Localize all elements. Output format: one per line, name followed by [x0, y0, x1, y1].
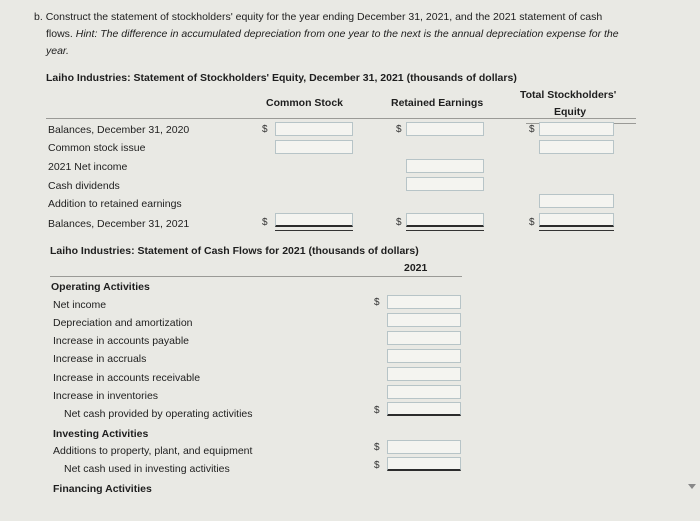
operating-activities-header: Operating Activities: [51, 281, 150, 293]
row-label-common-stock-issue: Common stock issue: [48, 142, 146, 154]
equity-header-rule: [46, 118, 636, 119]
total-addition-retained-input[interactable]: [539, 194, 614, 208]
col-retained-earnings: Retained Earnings: [391, 97, 484, 109]
cf-additions-ppe-input[interactable]: [387, 440, 461, 454]
row-label-cf-net-income: Net income: [53, 299, 107, 311]
retained-earnings-2021-input[interactable]: [406, 213, 484, 227]
row-label-accruals: Increase in accruals: [53, 353, 147, 365]
cash-flow-year-header: 2021: [404, 262, 428, 274]
net-income-retained-input[interactable]: [406, 159, 484, 173]
row-label-inventories: Increase in inventories: [53, 390, 159, 402]
row-label-depreciation: Depreciation and amortization: [53, 317, 193, 329]
dollar-sign: $: [529, 217, 535, 228]
equity-statement-title: Laiho Industries: Statement of Stockholders' Equity, December 31, 2021 (thousands of dollars): [46, 72, 517, 84]
cf-net-operating-input[interactable]: [387, 402, 461, 416]
question-text: b. Construct the statement of stockholders' equity for the year ending December 31, 2021, and the 2021 statement of cash flows. Hint: The difference in accumulated depreciation from one year to the next is the annual depreciation expense for the year.: [34, 11, 619, 57]
row-label-net-investing: Net cash used in investing activities: [64, 463, 230, 475]
row-label-addition-retained: Addition to retained earnings: [48, 198, 182, 210]
cf-accruals-input[interactable]: [387, 349, 461, 363]
cash-flow-header-rule: [50, 276, 462, 277]
cf-accounts-payable-input[interactable]: [387, 331, 461, 345]
double-underline: [539, 230, 614, 231]
cf-inventories-input[interactable]: [387, 385, 461, 399]
dollar-sign: $: [374, 460, 380, 471]
row-label-balances-2020: Balances, December 31, 2020: [48, 124, 190, 136]
common-stock-issue-input[interactable]: [275, 140, 353, 154]
col-total-equity-line2: Equity: [554, 106, 587, 118]
total-common-stock-issue-input[interactable]: [539, 140, 614, 154]
dollar-sign: $: [374, 405, 380, 416]
cf-depreciation-input[interactable]: [387, 313, 461, 327]
dollar-sign: $: [396, 217, 402, 228]
col-total-equity-line1: Total Stockholders': [520, 89, 617, 101]
col-common-stock: Common Stock: [266, 97, 344, 109]
row-label-net-operating: Net cash provided by operating activities: [64, 408, 253, 420]
dollar-sign: $: [396, 124, 402, 135]
dollar-sign: $: [374, 442, 380, 453]
cf-accounts-receivable-input[interactable]: [387, 367, 461, 381]
retained-earnings-2020-input[interactable]: [406, 122, 484, 136]
hint-text: Hint: The difference in accumulated depreciation from one year to the next is the annual depreciation expense for the: [75, 28, 619, 40]
row-label-additions-ppe: Additions to property, plant, and equipment: [53, 445, 253, 457]
row-label-cash-dividends: Cash dividends: [48, 180, 120, 192]
dollar-sign: $: [529, 124, 535, 135]
row-label-balances-2021: Balances, December 31, 2021: [48, 218, 190, 230]
common-stock-2021-input[interactable]: [275, 213, 353, 227]
total-equity-2021-input[interactable]: [539, 213, 614, 227]
row-label-accounts-receivable: Increase in accounts receivable: [53, 372, 201, 384]
cf-net-income-input[interactable]: [387, 295, 461, 309]
dollar-sign: $: [374, 297, 380, 308]
double-underline: [406, 230, 484, 231]
cash-flow-title: Laiho Industries: Statement of Cash Flows for 2021 (thousands of dollars): [50, 245, 419, 257]
row-label-net-income: 2021 Net income: [48, 161, 128, 173]
cf-net-investing-input[interactable]: [387, 457, 461, 471]
investing-activities-header: Investing Activities: [53, 428, 149, 440]
cash-dividends-retained-input[interactable]: [406, 177, 484, 191]
dollar-sign: $: [262, 217, 268, 228]
double-underline: [275, 230, 353, 231]
dollar-sign: $: [262, 124, 268, 135]
total-equity-2020-input[interactable]: [539, 122, 614, 136]
financing-activities-header: Financing Activities: [53, 483, 152, 495]
common-stock-2020-input[interactable]: [275, 122, 353, 136]
row-label-accounts-payable: Increase in accounts payable: [53, 335, 190, 347]
scroll-down-icon[interactable]: [688, 484, 696, 489]
